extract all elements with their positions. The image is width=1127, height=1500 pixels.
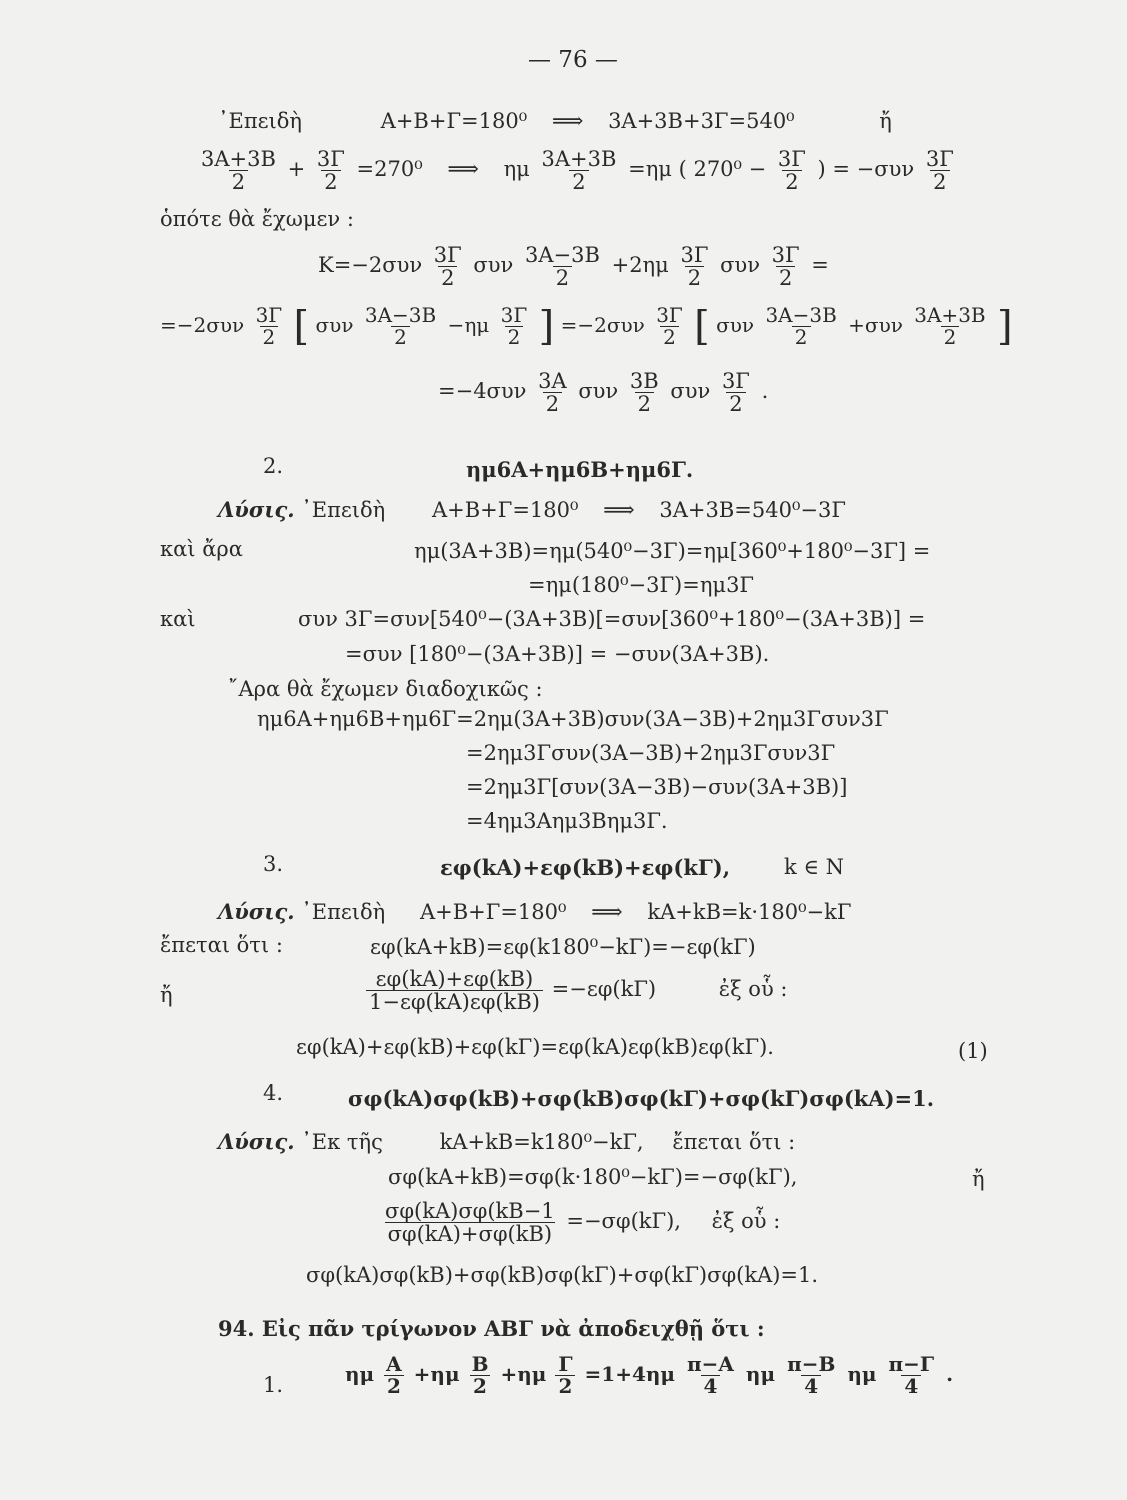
implies-arrow-icon: ⟹ (551, 109, 584, 134)
line-since-1 (218, 110, 892, 134)
word-since: ᾽Επειδὴ (218, 109, 302, 133)
line-k-result: =−4συν $\frac{3A}{2}$ συν $\frac{3B}{2}$ συν $\frac{3\Gamma}{2}$ . (438, 369, 769, 417)
close-bracket-icon: ] (996, 303, 1013, 350)
text-therefore: ῎Αρα θὰ ἔχωμεν διαδοχικῶς : (228, 677, 543, 701)
page-number: — 76 — (528, 47, 618, 73)
solution-label: Λύσις. (218, 497, 295, 522)
close-bracket-icon: ] (538, 303, 555, 350)
solution-label: Λύσις. (218, 1129, 295, 1154)
p3-eq-line-1: εφ(kΑ+kΒ)=εφ(k180⁰−kΓ)=−εφ(kΓ) (370, 935, 756, 959)
implies-arrow-icon: ⟹ (591, 900, 623, 925)
open-bracket-icon: [ (293, 303, 310, 350)
problem-3-condition: k ∈ Ν (784, 855, 844, 879)
fraction: $\frac{\sigma\varphi(kA)\sigma\varphi(kB-1}{\sigma\varphi(kA)+\sigma\varphi(kB)}$ (385, 1199, 555, 1247)
p2-eq-line-7: =2ημ3Γ[συν(3Α−3Β)−συν(3Α+3Β)] (466, 775, 848, 799)
fraction: $\frac{3\Gamma}{2}$ (500, 303, 528, 349)
fraction: $\frac{\varepsilon\varphi(kA)+\varepsilon\varphi(kB)}{1-\varepsilon\varphi(kA)\varepsilon\varphi(kB)}$ (366, 968, 543, 1013)
p2-eq-line-4: =συν [180⁰−(3Α+3Β)] = −συν(3Α+3Β). (345, 642, 770, 666)
tripled-sum: 3Α+3Β+3Γ=540⁰ (608, 109, 795, 133)
fraction: $\frac{3A-3B}{2}$ (524, 243, 600, 291)
word-or: ἤ (160, 983, 173, 1007)
p2-eq-line-2: =ημ(180⁰−3Γ)=ημ3Γ (528, 573, 754, 597)
fraction: $\frac{\pi-B}{4}$ (787, 1352, 836, 1398)
fraction: $\frac{3\Gamma}{2}$ (255, 303, 283, 349)
problem-2-title: ημ6Α+ημ6Β+ημ6Γ. (466, 457, 694, 482)
text-then: ὁπότε θὰ ἔχωμεν : (160, 207, 354, 231)
fraction: $\frac{3\Gamma}{2}$ (771, 243, 800, 291)
p2-eq-line-3: συν 3Γ=συν[540⁰−(3Α+3Β)[=συν[360⁰+180⁰−(3Α+3Β)] = (298, 607, 926, 631)
p3-eq-line-2: εφ(kΑ)+εφ(kΒ)+εφ(kΓ)=εφ(kΑ)εφ(kΒ)εφ(kΓ). (296, 1035, 774, 1059)
word-or: ἤ (879, 109, 892, 133)
line-half-sum: $\frac{3A+3B}{2}$ + $\frac{3\Gamma}{2}$ =270⁰ ⟹ ημ $\frac{3A+3B}{2}$ =ημ ( 270⁰ − $\frac{3\Gamma}{2}$ ) = −συν $\frac{3\Gamma}{2}$ (196, 148, 959, 193)
fraction: $\frac{3\Gamma}{2}$ (777, 147, 806, 195)
p3-solution-line: Λύσις. ᾽Επειδὴ Α+Β+Γ=180⁰ ⟹ kΑ+kΒ=k·180⁰−kΓ (218, 899, 852, 925)
p3-fraction-line: $\frac{\varepsilon\varphi(kA)+\varepsilon\varphi(kB)}{1-\varepsilon\varphi(kA)\varepsilon\varphi(kB)}$ =−εφ(kΓ) ἐξ οὗ : (364, 968, 787, 1013)
fraction: $\frac{3\Gamma}{2}$ (433, 243, 462, 291)
fraction: $\frac{3A+3B}{2}$ (541, 147, 617, 195)
solution-label: Λύσις. (218, 899, 295, 924)
fraction: $\frac{3A}{2}$ (538, 369, 567, 417)
problem-3-number: 3. (263, 852, 284, 876)
fraction: $\frac{3\Gamma}{2}$ (925, 147, 954, 195)
p4-eq-line-2: σφ(kΑ)σφ(kΒ)+σφ(kΒ)σφ(kΓ)+σφ(kΓ)σφ(kΑ)=1. (306, 1263, 819, 1287)
p2-eq-line-5: ημ6Α+ημ6Β+ημ6Γ=2ημ(3Α+3Β)συν(3Α−3Β)+2ημ3Γσυν3Γ (257, 707, 889, 731)
fraction: $\frac{3\Gamma}{2}$ (721, 369, 750, 417)
text-and-so: καὶ ἄρα (160, 537, 243, 561)
fraction: $\frac{3A+3B}{2}$ (914, 303, 986, 349)
fraction: $\frac{3A-3B}{2}$ (765, 303, 837, 349)
fraction: $\frac{3B}{2}$ (629, 369, 659, 417)
angle-sum: Α+Β+Γ=180⁰ (380, 109, 528, 133)
open-bracket-icon: [ (694, 303, 710, 350)
p2-eq-line-8: =4ημ3Αημ3Βημ3Γ. (466, 809, 668, 833)
section-94-item-number: 1. (263, 1373, 284, 1397)
fraction: $\frac{3A+3B}{2}$ (201, 147, 276, 195)
fraction: $\frac{\Gamma}{2}$ (555, 1354, 575, 1397)
p2-solution-line: Λύσις. ᾽Επειδὴ Α+Β+Γ=180⁰ ⟹ 3Α+3Β=540⁰−3Γ (218, 497, 846, 523)
p2-eq-line-6: =2ημ3Γσυν(3Α−3Β)+2ημ3Γσυν3Γ (466, 741, 836, 765)
line-k: Κ=−2συν $\frac{3\Gamma}{2}$ συν $\frac{3A-3B}{2}$ +2ημ $\frac{3\Gamma}{2}$ συν $\frac{3\Gamma}{2}$ = (318, 243, 829, 291)
fraction: $\frac{3\Gamma}{2}$ (680, 243, 709, 291)
problem-3-title: εφ(kΑ)+εφ(kΒ)+εφ(kΓ), (440, 855, 731, 880)
fraction: $\frac{3A-3B}{2}$ (364, 303, 437, 349)
text-and: καὶ (160, 607, 196, 631)
fraction: $\frac{3\Gamma}{2}$ (316, 147, 345, 195)
problem-4-title: σφ(kΑ)σφ(kΒ)+σφ(kΒ)σφ(kΓ)+σφ(kΓ)σφ(kΑ)=1. (348, 1086, 935, 1111)
fraction: $\frac{\pi-\Gamma}{4}$ (888, 1352, 935, 1398)
fraction: $\frac{3\Gamma}{2}$ (656, 303, 683, 349)
word-or: ἤ (972, 1167, 985, 1191)
fraction: $\frac{B}{2}$ (471, 1352, 489, 1398)
problem-2-number: 2. (263, 454, 284, 478)
fraction: $\frac{\pi-A}{4}$ (687, 1352, 734, 1398)
implies-arrow-icon: ⟹ (603, 498, 635, 523)
p2-eq-line-1: ημ(3Α+3Β)=ημ(540⁰−3Γ)=ημ[360⁰+180⁰−3Γ] = (414, 539, 931, 563)
line-k-factored: =−2συν $\frac{3\Gamma}{2}$ [ συν $\frac{3A-3B}{2}$ −ημ $\frac{3\Gamma}{2}$ ] =−2συν $\frac{3\Gamma}{2}$ [ συν $\frac{3A-3B}{2}$ +συν $\frac{3A+3B}{2}$ ] (160, 303, 1013, 350)
section-94-formula: ημ $\frac{A}{2}$ +ημ $\frac{B}{2}$ +ημ $\frac{\Gamma}{2}$ =1+4ημ $\frac{\pi-A}{4}$ ημ $\frac{\pi-B}{4}$ ημ $\frac{\pi-\Gamma}{4}$ . (345, 1352, 954, 1398)
equation-tag: (1) (958, 1039, 988, 1063)
problem-4-number: 4. (263, 1081, 284, 1105)
section-94-heading: 94. Εἰς πᾶν τρίγωνον ΑΒΓ νὰ ἀποδειχθῇ ὅτι : (218, 1316, 765, 1341)
fraction: $\frac{A}{2}$ (383, 1354, 405, 1397)
implies-arrow-icon: ⟹ (447, 157, 479, 183)
text-it-follows: ἔπεται ὅτι : (160, 933, 283, 957)
p4-eq-line-1: σφ(kΑ+kΒ)=σφ(k·180⁰−kΓ)=−σφ(kΓ), (388, 1165, 798, 1189)
p4-fraction-line: $\frac{\sigma\varphi(kA)\sigma\varphi(kB-1}{\sigma\varphi(kA)+\sigma\varphi(kB)}$ =−σφ(kΓ), ἐξ οὗ : (380, 1200, 780, 1245)
p4-solution-line: Λύσις. ᾽Εκ τῆς kΑ+kΒ=k180⁰−kΓ, ἔπεται ὅτι : (218, 1129, 796, 1154)
